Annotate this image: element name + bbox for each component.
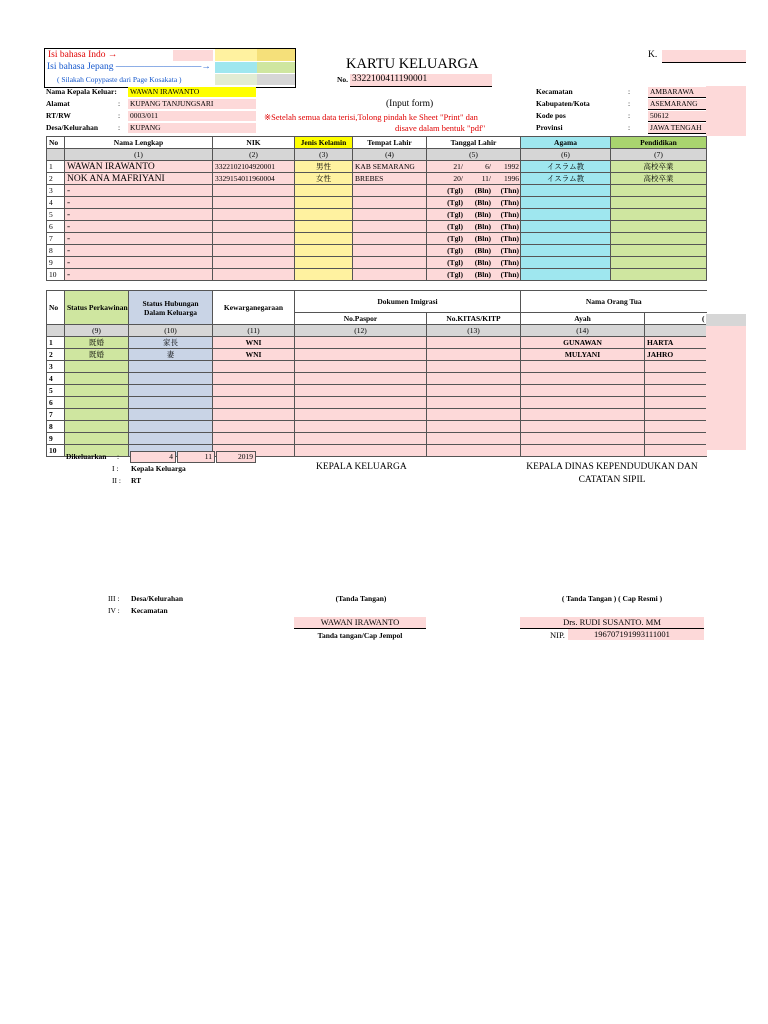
t2-header-status-perkawinan: Status Perkawinan <box>65 291 129 325</box>
label-kabupaten: Kabupaten/Kota <box>536 99 590 108</box>
date-thn[interactable]: (Thn) <box>500 221 519 231</box>
date-bln[interactable]: (Bln) <box>474 257 491 267</box>
instruction-line-2: disave dalam bentuk "pdf" <box>395 123 486 133</box>
table-row <box>47 257 707 269</box>
copy-num-4: IV : <box>108 606 120 615</box>
table-row <box>47 385 707 397</box>
tempat-lahir-cell[interactable]: BREBES <box>353 173 427 185</box>
tanggal-lahir-cell[interactable] <box>427 269 521 281</box>
ayah-cell[interactable] <box>521 433 645 445</box>
nik-cell[interactable]: 3322102104920001 <box>213 161 295 173</box>
t2-header-status-hubungan-2: Dalam Keluarga <box>143 307 198 317</box>
agama-cell[interactable] <box>521 221 611 233</box>
ayah-cell[interactable] <box>521 409 645 421</box>
issue-year[interactable]: 2019 <box>216 451 256 463</box>
jenis-kelamin-cell[interactable] <box>295 185 353 197</box>
date-thn[interactable]: 1996 <box>504 173 519 183</box>
row-no: 8 <box>47 421 65 433</box>
row-no: 9 <box>47 257 65 269</box>
date-tgl[interactable]: (Tgl) <box>447 269 463 279</box>
member-table: No Nama Lengkap NIK Jenis Kelamin Tempat Lahir Tanggal Lahir Agama Pendidikan (1) (2) (3) (4) (5) (6) (7) 1 WAWAN IRAWANTO 3322102104920001 男性 KAB SEMARANG 21/ 6/ 1992 イスラム教 高校卒業 2 NOK ANA MAFRIYANI 3329154011960004 女性 BREBES 20/ 11/ 1996 イスラム教 高校卒業 3 - (Tgl) (Bln) (Thn) 4 - (Tgl) (Bln) (Thn) 5 - (Tgl) (Bln) (Thn) 6 - (Tgl) (Bln) (Thn) 7 - (Tgl) (Bln) (Thn) 8 - (Tgl) (Bln) (Thn) 9 - (Tgl) (Bln) (Thn) 10 - (Tgl) (Bln) (Thn) <box>46 136 707 281</box>
nama-cell[interactable]: NOK ANA MAFRIYANI <box>65 173 213 185</box>
status-perkawinan-cell[interactable] <box>65 361 129 373</box>
nik-cell[interactable] <box>213 245 295 257</box>
row-no: 7 <box>47 233 65 245</box>
kk-signature-name[interactable]: WAWAN IRAWANTO <box>294 617 426 629</box>
status-table: No Status Perkawinan Status Hubungan Dalam Keluarga Kewarganegaraan Dokumen Imigrasi Nama Orang Tua No.Paspor No.KITAS/KITP Ayah ( (9) (10) (11) (12) (13) (14) 1 既婚 家長 WNI GUNAWAN HARTA 2 既婚 妻 WNI MULYANI JAHRO 3 4 5 6 7 8 9 10 <box>46 290 707 457</box>
status-perkawinan-cell[interactable] <box>65 409 129 421</box>
t2-header-kitas: No.KITAS/KITP <box>427 313 521 325</box>
status-perkawinan-cell[interactable] <box>65 433 129 445</box>
table-row <box>47 161 707 173</box>
agama-cell[interactable] <box>521 185 611 197</box>
status-hubungan-cell[interactable] <box>129 397 213 409</box>
table-row <box>47 373 707 385</box>
agama-cell[interactable] <box>521 197 611 209</box>
t2-header-orang-tua: Nama Orang Tua <box>521 291 707 313</box>
copy-text-4: Kecamatan <box>131 606 168 615</box>
ibu-cell[interactable] <box>645 373 707 385</box>
tempat-lahir-cell[interactable] <box>353 221 427 233</box>
pendidikan-cell[interactable] <box>611 233 707 245</box>
date-tgl[interactable]: (Tgl) <box>447 209 463 219</box>
kitas-cell[interactable] <box>427 445 521 457</box>
kewarganegaraan-cell[interactable] <box>213 385 295 397</box>
value-desa[interactable]: KUPANG <box>128 123 256 133</box>
date-tgl[interactable]: 20/ <box>453 173 463 183</box>
status-perkawinan-cell[interactable] <box>65 397 129 409</box>
table-row <box>47 233 707 245</box>
nip-value[interactable]: 196707191993111001 <box>568 629 704 640</box>
header-no: No <box>47 137 65 149</box>
header-agama: Agama <box>521 137 611 149</box>
jenis-kelamin-cell[interactable]: 男性 <box>295 161 353 173</box>
value-kecamatan[interactable]: AMBARAWA <box>648 87 746 98</box>
jenis-kelamin-cell[interactable] <box>295 245 353 257</box>
row-no: 8 <box>47 245 65 257</box>
date-bln[interactable]: 6/ <box>485 161 491 171</box>
paspor-cell[interactable] <box>295 421 427 433</box>
table-row <box>47 209 707 221</box>
kk-number[interactable]: 3322100411190001 <box>350 74 492 87</box>
table-row <box>47 245 707 257</box>
input-form-label: (Input form) <box>386 99 434 109</box>
table-row <box>47 185 707 197</box>
table-row <box>47 409 707 421</box>
value-alamat[interactable]: KUPANG TANJUNGSARI <box>128 99 256 109</box>
paspor-cell[interactable] <box>295 445 427 457</box>
date-thn[interactable]: (Thn) <box>500 233 519 243</box>
status-hubungan-cell[interactable] <box>129 385 213 397</box>
table-row <box>47 221 707 233</box>
header-tanggal-lahir: Tanggal Lahir <box>427 137 521 149</box>
ibu-cell[interactable] <box>645 433 707 445</box>
ibu-cell[interactable] <box>645 409 707 421</box>
kewarganegaraan-cell[interactable] <box>213 421 295 433</box>
copy-text-1: Kepala Keluarga <box>131 464 186 473</box>
nama-cell[interactable]: - <box>65 257 213 269</box>
tempat-lahir-cell[interactable]: KAB SEMARANG <box>353 161 427 173</box>
status-perkawinan-cell[interactable] <box>65 385 129 397</box>
row-no: 6 <box>47 221 65 233</box>
nik-cell[interactable] <box>213 233 295 245</box>
issue-day[interactable]: 4 <box>130 451 176 463</box>
tempat-lahir-cell[interactable] <box>353 245 427 257</box>
page-title: KARTU KELUARGA <box>346 56 479 72</box>
row-no: 5 <box>47 209 65 221</box>
date-thn[interactable]: 1992 <box>504 161 519 171</box>
jenis-kelamin-cell[interactable] <box>295 233 353 245</box>
paspor-cell[interactable] <box>295 349 427 361</box>
table-row <box>47 197 707 209</box>
copy-text-2: RT <box>131 476 142 485</box>
kewarganegaraan-cell[interactable] <box>213 361 295 373</box>
kitas-cell[interactable] <box>427 349 521 361</box>
copy-num-1: I : <box>112 464 119 473</box>
dikeluarkan-label: Dikeluarkan <box>66 452 107 461</box>
tanda-tangan-kk: (Tanda Tangan) <box>335 594 387 603</box>
kitas-cell[interactable] <box>427 385 521 397</box>
tanda-tangan-dinas: ( Tanda Tangan ) ( Cap Resmi ) <box>561 594 663 603</box>
kitas-cell[interactable] <box>427 361 521 373</box>
ayah-cell[interactable]: MULYANI <box>521 349 645 361</box>
tanggal-lahir-cell[interactable] <box>427 221 521 233</box>
legend-box <box>44 48 296 88</box>
date-thn[interactable]: (Thn) <box>500 257 519 267</box>
t2-header-status-hubungan-1: Status Hubungan <box>142 298 199 308</box>
kewarganegaraan-cell[interactable] <box>213 409 295 421</box>
legend-indo: Isi bahasa Indo → <box>48 50 118 60</box>
pendidikan-cell[interactable] <box>611 185 707 197</box>
date-tgl[interactable]: (Tgl) <box>447 233 463 243</box>
nama-cell[interactable]: - <box>65 233 213 245</box>
status-hubungan-cell[interactable] <box>129 433 213 445</box>
no-label: No. <box>337 75 349 84</box>
tempat-lahir-cell[interactable] <box>353 233 427 245</box>
kewarganegaraan-cell[interactable]: WNI <box>213 337 295 349</box>
kitas-cell[interactable] <box>427 373 521 385</box>
date-tgl[interactable]: (Tgl) <box>447 197 463 207</box>
ibu-cell[interactable] <box>645 361 707 373</box>
nik-cell[interactable] <box>213 185 295 197</box>
date-bln[interactable]: (Bln) <box>474 197 491 207</box>
copy-text-3: Desa/Kelurahan <box>131 594 184 603</box>
nama-cell[interactable]: - <box>65 221 213 233</box>
row-no: 5 <box>47 385 65 397</box>
legend-jepang: Isi bahasa Jepang —————————→ <box>47 62 211 72</box>
pendidikan-cell[interactable] <box>611 245 707 257</box>
label-kodepos: Kode pos <box>536 111 566 120</box>
tanggal-lahir-cell[interactable] <box>427 257 521 269</box>
agama-cell[interactable] <box>521 269 611 281</box>
instruction-line-1: ※Setelah semua data terisi,Tolong pindah ke Sheet "Print" dan <box>264 112 478 122</box>
pendidikan-cell[interactable] <box>611 269 707 281</box>
ayah-cell[interactable] <box>521 373 645 385</box>
header-jenis-kelamin: Jenis Kelamin <box>295 137 353 149</box>
tanggal-lahir-cell[interactable] <box>427 161 521 173</box>
date-bln[interactable]: (Bln) <box>474 185 491 195</box>
table-row <box>47 349 707 361</box>
kepala-dinas-title-2: CATATAN SIPIL <box>578 475 646 485</box>
kepala-dinas-title-1: KEPALA DINAS KEPENDUDUKAN DAN <box>526 462 698 472</box>
row-no: 2 <box>47 173 65 185</box>
paspor-cell[interactable] <box>295 397 427 409</box>
jenis-kelamin-cell[interactable] <box>295 257 353 269</box>
tempat-lahir-cell[interactable] <box>353 257 427 269</box>
jenis-kelamin-cell[interactable] <box>295 221 353 233</box>
ayah-cell[interactable] <box>521 361 645 373</box>
status-perkawinan-cell[interactable]: 既婚 <box>65 337 129 349</box>
status-perkawinan-cell[interactable] <box>65 421 129 433</box>
agama-cell[interactable] <box>521 233 611 245</box>
legend-note: ( Silakah Copypaste dari Page Kosakata ) <box>57 75 182 84</box>
label-alamat: Alamat <box>46 99 70 108</box>
kitas-cell[interactable] <box>427 409 521 421</box>
t2-header-ayah: Ayah <box>521 313 645 325</box>
tanggal-lahir-cell[interactable] <box>427 173 521 185</box>
ayah-cell[interactable] <box>521 421 645 433</box>
kitas-cell[interactable] <box>427 397 521 409</box>
date-tgl[interactable]: (Tgl) <box>447 221 463 231</box>
issue-month[interactable]: 11 <box>177 451 215 463</box>
jenis-kelamin-cell[interactable]: 女性 <box>295 173 353 185</box>
paspor-cell[interactable] <box>295 433 427 445</box>
tempat-lahir-cell[interactable] <box>353 209 427 221</box>
k-label: K. <box>648 50 658 60</box>
date-tgl[interactable]: 21/ <box>453 161 463 171</box>
tempat-lahir-cell[interactable] <box>353 269 427 281</box>
agama-cell[interactable] <box>521 209 611 221</box>
paspor-cell[interactable] <box>295 385 427 397</box>
nama-cell[interactable]: - <box>65 209 213 221</box>
pendidikan-cell[interactable] <box>611 257 707 269</box>
tanggal-lahir-cell[interactable] <box>427 209 521 221</box>
nama-cell[interactable]: - <box>65 197 213 209</box>
t2-header-no: No <box>47 291 65 325</box>
table-row <box>47 269 707 281</box>
ayah-cell[interactable] <box>521 397 645 409</box>
ayah-cell[interactable] <box>521 445 645 457</box>
pendidikan-cell[interactable]: 高校卒業 <box>611 161 707 173</box>
kitas-cell[interactable] <box>427 433 521 445</box>
kewarganegaraan-cell[interactable] <box>213 397 295 409</box>
tanggal-lahir-cell[interactable] <box>427 245 521 257</box>
date-thn[interactable]: (Thn) <box>500 197 519 207</box>
header-nama: Nama Lengkap <box>65 137 213 149</box>
kewarganegaraan-cell[interactable] <box>213 373 295 385</box>
row-no: 6 <box>47 397 65 409</box>
agama-cell[interactable] <box>521 245 611 257</box>
pendidikan-cell[interactable] <box>611 209 707 221</box>
date-bln[interactable]: (Bln) <box>474 269 491 279</box>
nama-cell[interactable]: - <box>65 245 213 257</box>
header-pendidikan: Pendidikan <box>611 137 707 149</box>
nik-cell[interactable]: 3329154011960004 <box>213 173 295 185</box>
t2-header-paspor: No.Paspor <box>295 313 427 325</box>
table-row <box>47 433 707 445</box>
kitas-cell[interactable] <box>427 421 521 433</box>
label-provinsi: Provinsi <box>536 123 563 132</box>
row-no: 7 <box>47 409 65 421</box>
date-tgl[interactable]: (Tgl) <box>447 245 463 255</box>
row-no: 10 <box>47 269 65 281</box>
header-nik: NIK <box>213 137 295 149</box>
table-row <box>47 337 707 349</box>
nip-label: NIP. <box>550 630 565 640</box>
kepala-keluarga-title: KEPALA KELUARGA <box>316 462 407 472</box>
row-no: 4 <box>47 373 65 385</box>
nik-cell[interactable] <box>213 269 295 281</box>
kitas-cell[interactable] <box>427 337 521 349</box>
date-thn[interactable]: (Thn) <box>500 185 519 195</box>
value-kabupaten[interactable]: ASEMARANG <box>648 99 746 110</box>
value-kodepos[interactable]: 50612 <box>648 111 746 122</box>
ibu-cell[interactable] <box>645 385 707 397</box>
table-row <box>47 397 707 409</box>
row-no: 10 <box>47 445 65 457</box>
date-bln[interactable]: (Bln) <box>474 221 491 231</box>
status-hubungan-cell[interactable] <box>129 361 213 373</box>
copy-num-2: II : <box>112 476 121 485</box>
t2-header-kewarganegaraan: Kewarganegaraan <box>213 291 295 325</box>
paspor-cell[interactable] <box>295 373 427 385</box>
status-hubungan-cell[interactable] <box>129 409 213 421</box>
pendidikan-cell[interactable] <box>611 221 707 233</box>
copy-num-3: III : <box>108 594 120 603</box>
label-desa: Desa/Kelurahan <box>46 123 99 132</box>
status-hubungan-cell[interactable]: 妻 <box>129 349 213 361</box>
date-thn[interactable]: (Thn) <box>500 209 519 219</box>
tanggal-lahir-cell[interactable] <box>427 233 521 245</box>
date-bln[interactable]: (Bln) <box>474 233 491 243</box>
tempat-lahir-cell[interactable] <box>353 185 427 197</box>
k-field[interactable] <box>662 50 746 63</box>
nik-cell[interactable] <box>213 221 295 233</box>
date-thn[interactable]: (Thn) <box>500 245 519 255</box>
status-perkawinan-cell[interactable]: 既婚 <box>65 349 129 361</box>
date-bln[interactable]: (Bln) <box>474 245 491 255</box>
kewarganegaraan-cell[interactable]: WNI <box>213 349 295 361</box>
date-bln[interactable]: 11/ <box>481 173 491 183</box>
ibu-cell[interactable]: HARTA <box>645 337 707 349</box>
row-no: 3 <box>47 361 65 373</box>
dinas-signature-name[interactable]: Drs. RUDI SUSANTO. MM <box>520 617 704 629</box>
t2-header-ibu: ( <box>645 313 707 325</box>
tanggal-lahir-cell[interactable] <box>427 185 521 197</box>
nik-cell[interactable] <box>213 197 295 209</box>
row-no: 1 <box>47 161 65 173</box>
row-no: 9 <box>47 433 65 445</box>
kewarganegaraan-cell[interactable] <box>213 433 295 445</box>
date-tgl[interactable]: (Tgl) <box>447 257 463 267</box>
jenis-kelamin-cell[interactable] <box>295 209 353 221</box>
status-hubungan-cell[interactable] <box>129 421 213 433</box>
ayah-cell[interactable]: GUNAWAN <box>521 337 645 349</box>
nik-cell[interactable] <box>213 257 295 269</box>
pendidikan-cell[interactable] <box>611 197 707 209</box>
status-perkawinan-cell[interactable] <box>65 373 129 385</box>
ayah-cell[interactable] <box>521 385 645 397</box>
row-no: 1 <box>47 337 65 349</box>
agama-cell[interactable]: イスラム教 <box>521 173 611 185</box>
tanggal-lahir-cell[interactable] <box>427 197 521 209</box>
row-no: 3 <box>47 185 65 197</box>
label-kepala-keluarga: Nama Kepala Keluar: <box>46 87 117 96</box>
nama-cell[interactable]: - <box>65 269 213 281</box>
paspor-cell[interactable] <box>295 409 427 421</box>
jenis-kelamin-cell[interactable] <box>295 269 353 281</box>
nama-cell[interactable]: WAWAN IRAWANTO <box>65 161 213 173</box>
row-no: 2 <box>47 349 65 361</box>
ibu-cell[interactable]: JAHRO <box>645 349 707 361</box>
nik-cell[interactable] <box>213 209 295 221</box>
label-kecamatan: Kecamatan <box>536 87 573 96</box>
t2-header-dokumen: Dokumen Imigrasi <box>295 291 521 313</box>
value-kepala-keluarga[interactable]: WAWAN IRAWANTO <box>128 87 256 97</box>
jenis-kelamin-cell[interactable] <box>295 197 353 209</box>
ibu-cell[interactable] <box>645 445 707 457</box>
table-row <box>47 421 707 433</box>
value-rtrw[interactable]: 0003/011 <box>128 111 256 121</box>
tempat-lahir-cell[interactable] <box>353 197 427 209</box>
paspor-cell[interactable] <box>295 361 427 373</box>
ttd-cap-jempol: Tanda tangan/Cap Jempol <box>317 631 403 640</box>
nama-cell[interactable]: - <box>65 185 213 197</box>
value-provinsi[interactable]: JAWA TENGAH <box>648 123 746 134</box>
header-tempat-lahir: Tempat Lahir <box>353 137 427 149</box>
table-row <box>47 361 707 373</box>
status-hubungan-cell[interactable] <box>129 373 213 385</box>
ibu-cell[interactable] <box>645 397 707 409</box>
row-no: 4 <box>47 197 65 209</box>
agama-cell[interactable] <box>521 257 611 269</box>
agama-cell[interactable]: イスラム教 <box>521 161 611 173</box>
date-thn[interactable]: (Thn) <box>500 269 519 279</box>
ibu-cell[interactable] <box>645 421 707 433</box>
date-bln[interactable]: (Bln) <box>474 209 491 219</box>
table-row <box>47 173 707 185</box>
pendidikan-cell[interactable]: 高校卒業 <box>611 173 707 185</box>
label-rtrw: RT/RW <box>46 111 71 120</box>
date-tgl[interactable]: (Tgl) <box>447 185 463 195</box>
paspor-cell[interactable] <box>295 337 427 349</box>
status-hubungan-cell[interactable]: 家長 <box>129 337 213 349</box>
